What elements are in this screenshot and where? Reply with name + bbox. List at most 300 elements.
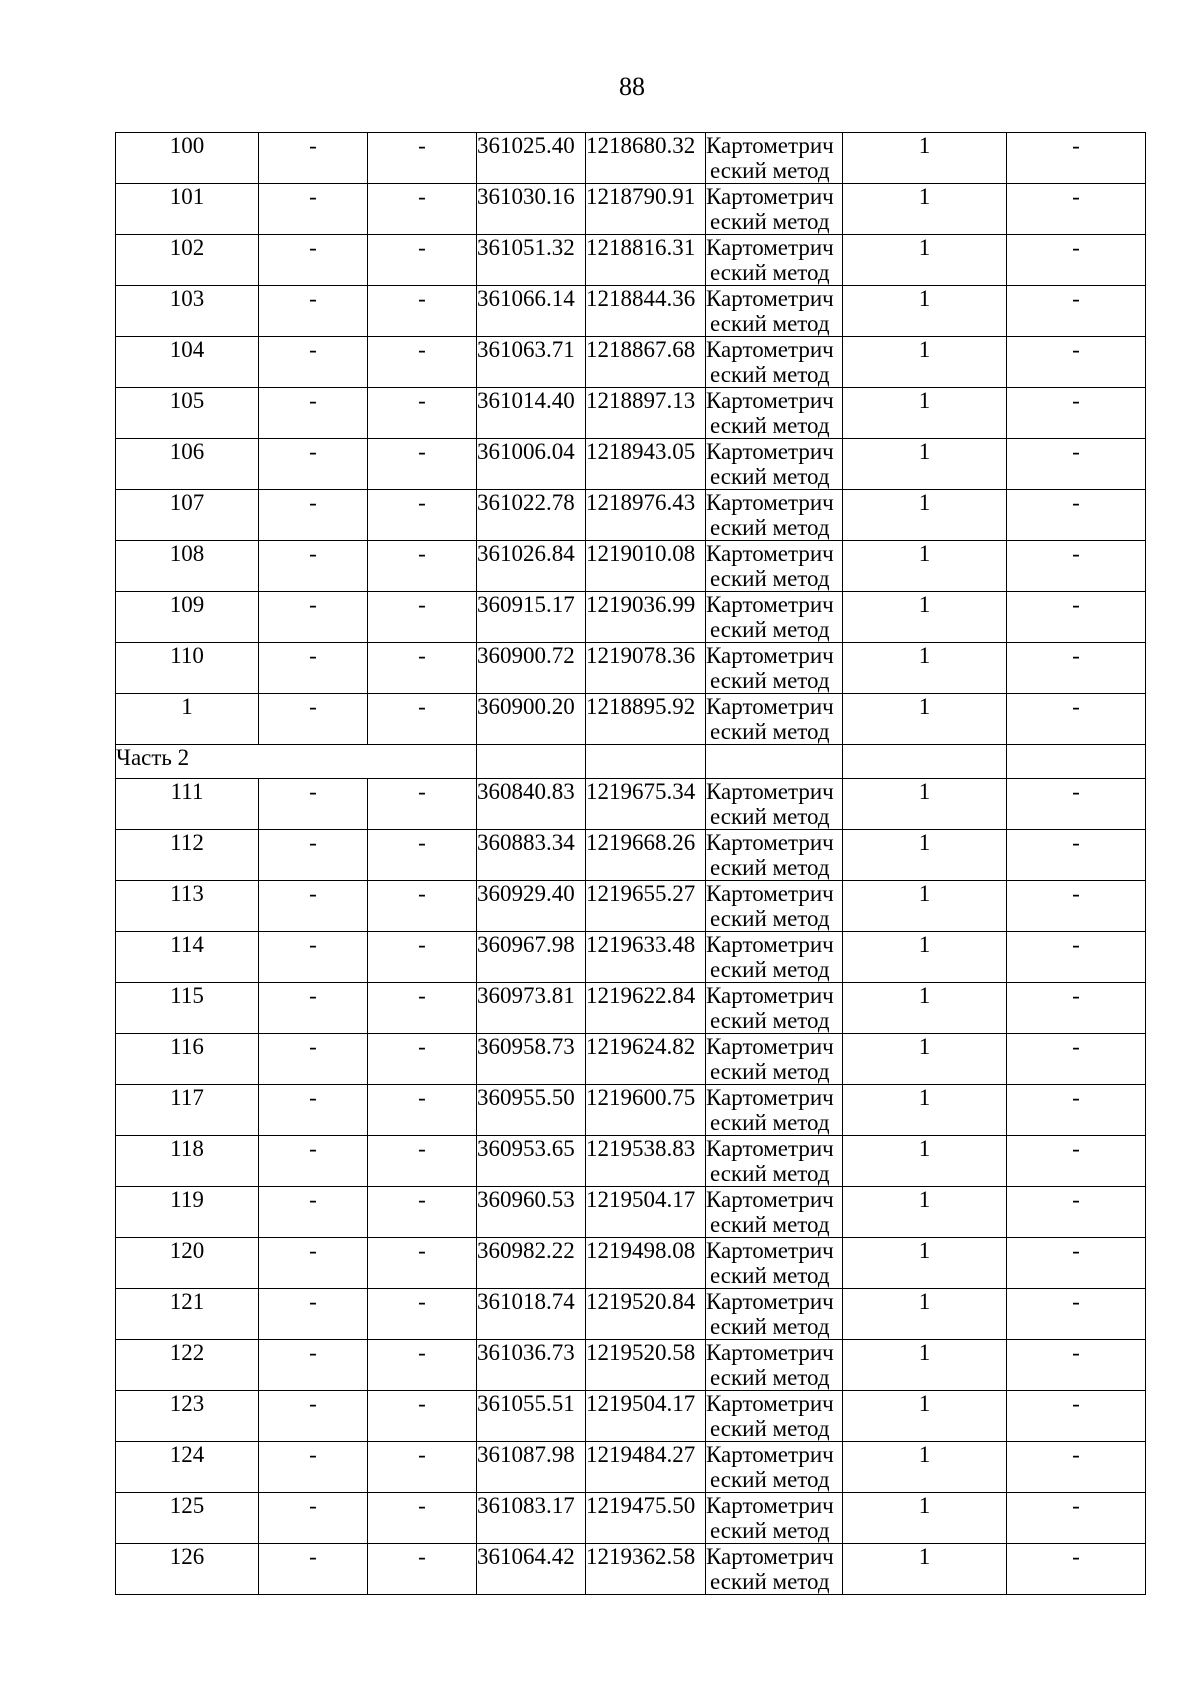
y-coordinate-cell: 1219504.17 — [586, 1187, 706, 1238]
method-text-line2: еский метод — [710, 906, 830, 931]
dash-cell: - — [1007, 1289, 1146, 1340]
dash-cell: - — [259, 184, 368, 235]
method-text-line1: Картометрич — [706, 932, 834, 957]
dash-cell: - — [1007, 1493, 1146, 1544]
y-coordinate-cell: 1218943.05 — [586, 439, 706, 490]
dash-cell: - — [1007, 439, 1146, 490]
dash-cell: - — [259, 1289, 368, 1340]
method-text-line1: Картометрич — [706, 1034, 834, 1059]
point-number-cell: 112 — [116, 830, 259, 881]
accuracy-cell: 1 — [843, 235, 1007, 286]
method-text-line2: еский метод — [710, 1416, 830, 1441]
accuracy-cell: 1 — [843, 490, 1007, 541]
x-coordinate-cell: 361036.73 — [477, 1340, 586, 1391]
accuracy-cell: 1 — [843, 1442, 1007, 1493]
dash-cell: - — [259, 1544, 368, 1595]
dash-cell: - — [368, 1289, 477, 1340]
dash-cell: - — [368, 1238, 477, 1289]
method-text-line1: Картометрич — [706, 592, 834, 617]
dash-cell: - — [259, 592, 368, 643]
method-cell — [706, 286, 843, 337]
method-cell — [706, 1187, 843, 1238]
method-cell — [706, 1340, 843, 1391]
method-text-line2: еский метод — [710, 515, 830, 540]
y-coordinate-cell: 1219484.27 — [586, 1442, 706, 1493]
section-row — [116, 745, 1146, 779]
dash-cell: - — [1007, 1187, 1146, 1238]
x-coordinate-cell: 360982.22 — [477, 1238, 586, 1289]
point-number-cell: 123 — [116, 1391, 259, 1442]
dash-cell: - — [259, 1493, 368, 1544]
method-cell — [706, 1085, 843, 1136]
table-row — [116, 779, 1146, 830]
y-coordinate-cell: 1219475.50 — [586, 1493, 706, 1544]
x-coordinate-cell: 361055.51 — [477, 1391, 586, 1442]
dash-cell: - — [1007, 1136, 1146, 1187]
point-number-cell: 115 — [116, 983, 259, 1034]
dash-cell: - — [368, 592, 477, 643]
y-coordinate-cell: 1219498.08 — [586, 1238, 706, 1289]
x-coordinate-cell: 360915.17 — [477, 592, 586, 643]
x-coordinate-cell: 361026.84 — [477, 541, 586, 592]
method-text-line2: еский метод — [710, 566, 830, 591]
table-row — [116, 592, 1146, 643]
method-text-line2: еский метод — [710, 1212, 830, 1237]
point-number-cell: 113 — [116, 881, 259, 932]
method-text-line2: еский метод — [710, 464, 830, 489]
table-row — [116, 235, 1146, 286]
table-row — [116, 133, 1146, 184]
dash-cell: - — [259, 1391, 368, 1442]
method-text-line2: еский метод — [710, 719, 830, 744]
dash-cell: - — [368, 1340, 477, 1391]
method-text-line2: еский метод — [710, 668, 830, 693]
dash-cell: - — [259, 830, 368, 881]
method-text-line1: Картометрич — [706, 286, 834, 311]
dash-cell: - — [1007, 592, 1146, 643]
method-text-line2: еский метод — [710, 1569, 830, 1594]
dash-cell: - — [368, 779, 477, 830]
method-text-line1: Картометрич — [706, 1442, 834, 1467]
point-number-cell: 120 — [116, 1238, 259, 1289]
method-text-line1: Картометрич — [706, 133, 834, 158]
dash-cell: - — [368, 541, 477, 592]
method-text-line1: Картометрич — [706, 694, 834, 719]
dash-cell: - — [368, 932, 477, 983]
accuracy-cell: 1 — [843, 694, 1007, 745]
method-cell — [706, 490, 843, 541]
accuracy-cell: 1 — [843, 1340, 1007, 1391]
table-row — [116, 1340, 1146, 1391]
dash-cell: - — [368, 337, 477, 388]
dash-cell: - — [368, 388, 477, 439]
table-row — [116, 439, 1146, 490]
x-coordinate-cell: 361018.74 — [477, 1289, 586, 1340]
x-coordinate-cell: 361025.40 — [477, 133, 586, 184]
dash-cell: - — [368, 1136, 477, 1187]
method-text-line1: Картометрич — [706, 643, 834, 668]
accuracy-cell: 1 — [843, 1544, 1007, 1595]
y-coordinate-cell: 1219655.27 — [586, 881, 706, 932]
dash-cell: - — [259, 337, 368, 388]
y-coordinate-cell: 1219622.84 — [586, 983, 706, 1034]
dash-cell: - — [368, 439, 477, 490]
x-coordinate-cell: 361063.71 — [477, 337, 586, 388]
method-text-line1: Картометрич — [706, 1187, 834, 1212]
x-coordinate-cell: 361006.04 — [477, 439, 586, 490]
dash-cell: - — [1007, 881, 1146, 932]
x-coordinate-cell: 360900.20 — [477, 694, 586, 745]
dash-cell: - — [1007, 1034, 1146, 1085]
coordinates-table — [115, 132, 1146, 1595]
method-text-line1: Картометрич — [706, 235, 834, 260]
y-coordinate-cell: 1219633.48 — [586, 932, 706, 983]
method-text-line2: еский метод — [710, 158, 830, 183]
point-number-cell: 111 — [116, 779, 259, 830]
accuracy-cell: 1 — [843, 1238, 1007, 1289]
dash-cell: - — [259, 1187, 368, 1238]
table-row — [116, 881, 1146, 932]
x-coordinate-cell: 361083.17 — [477, 1493, 586, 1544]
dash-cell: - — [1007, 1391, 1146, 1442]
accuracy-cell: 1 — [843, 932, 1007, 983]
y-coordinate-cell: 1219520.84 — [586, 1289, 706, 1340]
table-body — [116, 133, 1146, 1595]
point-number-cell: 110 — [116, 643, 259, 694]
method-text-line1: Картометрич — [706, 830, 834, 855]
method-cell — [706, 439, 843, 490]
dash-cell: - — [368, 235, 477, 286]
x-coordinate-cell: 360960.53 — [477, 1187, 586, 1238]
dash-cell: - — [259, 541, 368, 592]
dash-cell: - — [368, 1391, 477, 1442]
y-coordinate-cell: 1219520.58 — [586, 1340, 706, 1391]
dash-cell: - — [259, 1085, 368, 1136]
accuracy-cell: 1 — [843, 184, 1007, 235]
method-text-line1: Картометрич — [706, 439, 834, 464]
method-text-line2: еский метод — [710, 855, 830, 880]
method-cell — [706, 643, 843, 694]
table-row — [116, 1136, 1146, 1187]
method-text-line1: Картометрич — [706, 490, 834, 515]
method-text-line2: еский метод — [710, 311, 830, 336]
dash-cell: - — [259, 643, 368, 694]
dash-cell: - — [368, 643, 477, 694]
dash-cell: - — [259, 1442, 368, 1493]
y-coordinate-cell: 1218895.92 — [586, 694, 706, 745]
dash-cell: - — [259, 133, 368, 184]
method-text-line2: еский метод — [710, 1008, 830, 1033]
y-coordinate-cell: 1218790.91 — [586, 184, 706, 235]
x-coordinate-cell: 360900.72 — [477, 643, 586, 694]
dash-cell: - — [368, 830, 477, 881]
dash-cell: - — [368, 1187, 477, 1238]
table-row — [116, 1493, 1146, 1544]
dash-cell: - — [1007, 133, 1146, 184]
point-number-cell: 118 — [116, 1136, 259, 1187]
dash-cell: - — [259, 1238, 368, 1289]
method-cell — [706, 1136, 843, 1187]
empty-cell — [706, 745, 843, 779]
dash-cell: - — [259, 1340, 368, 1391]
table-row — [116, 983, 1146, 1034]
method-text-line2: еский метод — [710, 804, 830, 829]
method-text-line2: еский метод — [710, 1467, 830, 1492]
method-cell — [706, 388, 843, 439]
x-coordinate-cell: 361066.14 — [477, 286, 586, 337]
x-coordinate-cell: 361022.78 — [477, 490, 586, 541]
method-text-line2: еский метод — [710, 1263, 830, 1288]
method-cell — [706, 337, 843, 388]
method-text-line2: еский метод — [710, 1059, 830, 1084]
table-row — [116, 932, 1146, 983]
x-coordinate-cell: 361064.42 — [477, 1544, 586, 1595]
accuracy-cell: 1 — [843, 830, 1007, 881]
x-coordinate-cell: 360953.65 — [477, 1136, 586, 1187]
method-cell — [706, 932, 843, 983]
dash-cell: - — [368, 694, 477, 745]
accuracy-cell: 1 — [843, 388, 1007, 439]
dash-cell: - — [1007, 235, 1146, 286]
point-number-cell: 103 — [116, 286, 259, 337]
table-row — [116, 1034, 1146, 1085]
table-row — [116, 541, 1146, 592]
y-coordinate-cell: 1219538.83 — [586, 1136, 706, 1187]
point-number-cell: 122 — [116, 1340, 259, 1391]
x-coordinate-cell: 361087.98 — [477, 1442, 586, 1493]
y-coordinate-cell: 1218680.32 — [586, 133, 706, 184]
x-coordinate-cell: 360967.98 — [477, 932, 586, 983]
dash-cell: - — [368, 1085, 477, 1136]
accuracy-cell: 1 — [843, 643, 1007, 694]
table-row — [116, 830, 1146, 881]
section-label: Часть 2 — [116, 745, 477, 779]
table-row — [116, 184, 1146, 235]
method-text-line1: Картометрич — [706, 388, 834, 413]
method-text-line2: еский метод — [710, 413, 830, 438]
accuracy-cell: 1 — [843, 439, 1007, 490]
dash-cell: - — [259, 1136, 368, 1187]
dash-cell: - — [1007, 286, 1146, 337]
method-cell — [706, 881, 843, 932]
accuracy-cell: 1 — [843, 541, 1007, 592]
dash-cell: - — [259, 439, 368, 490]
dash-cell: - — [259, 694, 368, 745]
method-cell — [706, 1442, 843, 1493]
method-cell — [706, 1289, 843, 1340]
point-number-cell: 101 — [116, 184, 259, 235]
dash-cell: - — [1007, 1340, 1146, 1391]
dash-cell: - — [1007, 932, 1146, 983]
dash-cell: - — [368, 1544, 477, 1595]
accuracy-cell: 1 — [843, 1136, 1007, 1187]
dash-cell: - — [368, 184, 477, 235]
accuracy-cell: 1 — [843, 1493, 1007, 1544]
dash-cell: - — [1007, 779, 1146, 830]
method-cell — [706, 1544, 843, 1595]
point-number-cell: 109 — [116, 592, 259, 643]
method-text-line2: еский метод — [710, 1365, 830, 1390]
dash-cell: - — [1007, 388, 1146, 439]
method-text-line2: еский метод — [710, 617, 830, 642]
accuracy-cell: 1 — [843, 1085, 1007, 1136]
accuracy-cell: 1 — [843, 881, 1007, 932]
method-cell — [706, 830, 843, 881]
dash-cell: - — [1007, 1085, 1146, 1136]
x-coordinate-cell: 361030.16 — [477, 184, 586, 235]
point-number-cell: 114 — [116, 932, 259, 983]
dash-cell: - — [259, 881, 368, 932]
dash-cell: - — [1007, 184, 1146, 235]
method-cell — [706, 983, 843, 1034]
point-number-cell: 100 — [116, 133, 259, 184]
method-text-line1: Картометрич — [706, 983, 834, 1008]
method-cell — [706, 184, 843, 235]
y-coordinate-cell: 1219600.75 — [586, 1085, 706, 1136]
y-coordinate-cell: 1219036.99 — [586, 592, 706, 643]
method-cell — [706, 592, 843, 643]
accuracy-cell: 1 — [843, 1034, 1007, 1085]
method-cell — [706, 133, 843, 184]
method-cell — [706, 1493, 843, 1544]
point-number-cell: 116 — [116, 1034, 259, 1085]
dash-cell: - — [368, 1442, 477, 1493]
method-text-line1: Картометрич — [706, 337, 834, 362]
empty-cell — [843, 745, 1007, 779]
x-coordinate-cell: 360955.50 — [477, 1085, 586, 1136]
method-text-line1: Картометрич — [706, 1085, 834, 1110]
accuracy-cell: 1 — [843, 286, 1007, 337]
table-row — [116, 1187, 1146, 1238]
x-coordinate-cell: 360840.83 — [477, 779, 586, 830]
accuracy-cell: 1 — [843, 1391, 1007, 1442]
dash-cell: - — [368, 983, 477, 1034]
point-number-cell: 104 — [116, 337, 259, 388]
y-coordinate-cell: 1218867.68 — [586, 337, 706, 388]
table-row — [116, 388, 1146, 439]
method-text-line1: Картометрич — [706, 1238, 834, 1263]
method-text-line2: еский метод — [710, 1161, 830, 1186]
method-text-line1: Картометрич — [706, 184, 834, 209]
table-row — [116, 1544, 1146, 1595]
method-text-line1: Картометрич — [706, 1391, 834, 1416]
table-row — [116, 1289, 1146, 1340]
y-coordinate-cell: 1218844.36 — [586, 286, 706, 337]
method-text-line2: еский метод — [710, 1314, 830, 1339]
dash-cell: - — [368, 1493, 477, 1544]
accuracy-cell: 1 — [843, 1187, 1007, 1238]
point-number-cell: 102 — [116, 235, 259, 286]
y-coordinate-cell: 1219010.08 — [586, 541, 706, 592]
method-cell — [706, 541, 843, 592]
empty-cell — [1007, 745, 1146, 779]
point-number-cell: 125 — [116, 1493, 259, 1544]
y-coordinate-cell: 1218897.13 — [586, 388, 706, 439]
dash-cell: - — [368, 286, 477, 337]
x-coordinate-cell: 360929.40 — [477, 881, 586, 932]
method-text-line2: еский метод — [710, 957, 830, 982]
dash-cell: - — [1007, 830, 1146, 881]
dash-cell: - — [1007, 1238, 1146, 1289]
method-text-line2: еский метод — [710, 1518, 830, 1543]
point-number-cell: 126 — [116, 1544, 259, 1595]
table-row — [116, 694, 1146, 745]
dash-cell: - — [1007, 337, 1146, 388]
table-row — [116, 643, 1146, 694]
dash-cell: - — [1007, 983, 1146, 1034]
dash-cell: - — [368, 881, 477, 932]
x-coordinate-cell: 361051.32 — [477, 235, 586, 286]
method-text-line1: Картометрич — [706, 1544, 834, 1569]
point-number-cell: 121 — [116, 1289, 259, 1340]
table-row — [116, 1238, 1146, 1289]
y-coordinate-cell: 1219078.36 — [586, 643, 706, 694]
point-number-cell: 117 — [116, 1085, 259, 1136]
method-text-line1: Картометрич — [706, 779, 834, 804]
dash-cell: - — [259, 235, 368, 286]
method-cell — [706, 694, 843, 745]
accuracy-cell: 1 — [843, 1289, 1007, 1340]
accuracy-cell: 1 — [843, 592, 1007, 643]
dash-cell: - — [259, 983, 368, 1034]
method-text-line1: Картометрич — [706, 881, 834, 906]
point-number-cell: 124 — [116, 1442, 259, 1493]
point-number-cell: 107 — [116, 490, 259, 541]
dash-cell: - — [1007, 541, 1146, 592]
table-row — [116, 1391, 1146, 1442]
accuracy-cell: 1 — [843, 779, 1007, 830]
method-text-line1: Картометрич — [706, 1493, 834, 1518]
point-number-cell: 119 — [116, 1187, 259, 1238]
empty-cell — [586, 745, 706, 779]
dash-cell: - — [368, 133, 477, 184]
table-row — [116, 1442, 1146, 1493]
dash-cell: - — [259, 490, 368, 541]
x-coordinate-cell: 360958.73 — [477, 1034, 586, 1085]
dash-cell: - — [1007, 490, 1146, 541]
dash-cell: - — [259, 779, 368, 830]
method-cell — [706, 779, 843, 830]
method-cell — [706, 1238, 843, 1289]
y-coordinate-cell: 1219675.34 — [586, 779, 706, 830]
method-text-line2: еский метод — [710, 260, 830, 285]
page-number: 88 — [619, 72, 645, 101]
method-cell — [706, 235, 843, 286]
dash-cell: - — [259, 286, 368, 337]
dash-cell: - — [259, 388, 368, 439]
y-coordinate-cell: 1219624.82 — [586, 1034, 706, 1085]
point-number-cell: 106 — [116, 439, 259, 490]
y-coordinate-cell: 1219668.26 — [586, 830, 706, 881]
dash-cell: - — [368, 490, 477, 541]
table-row — [116, 490, 1146, 541]
dash-cell: - — [1007, 1544, 1146, 1595]
method-text-line1: Картометрич — [706, 1340, 834, 1365]
method-cell — [706, 1034, 843, 1085]
dash-cell: - — [1007, 1442, 1146, 1493]
method-text-line1: Картометрич — [706, 541, 834, 566]
method-text-line2: еский метод — [710, 209, 830, 234]
table-row — [116, 286, 1146, 337]
method-text-line2: еский метод — [710, 362, 830, 387]
dash-cell: - — [259, 1034, 368, 1085]
method-text-line2: еский метод — [710, 1110, 830, 1135]
y-coordinate-cell: 1219362.58 — [586, 1544, 706, 1595]
y-coordinate-cell: 1218816.31 — [586, 235, 706, 286]
method-text-line1: Картометрич — [706, 1136, 834, 1161]
x-coordinate-cell: 360883.34 — [477, 830, 586, 881]
method-cell — [706, 1391, 843, 1442]
